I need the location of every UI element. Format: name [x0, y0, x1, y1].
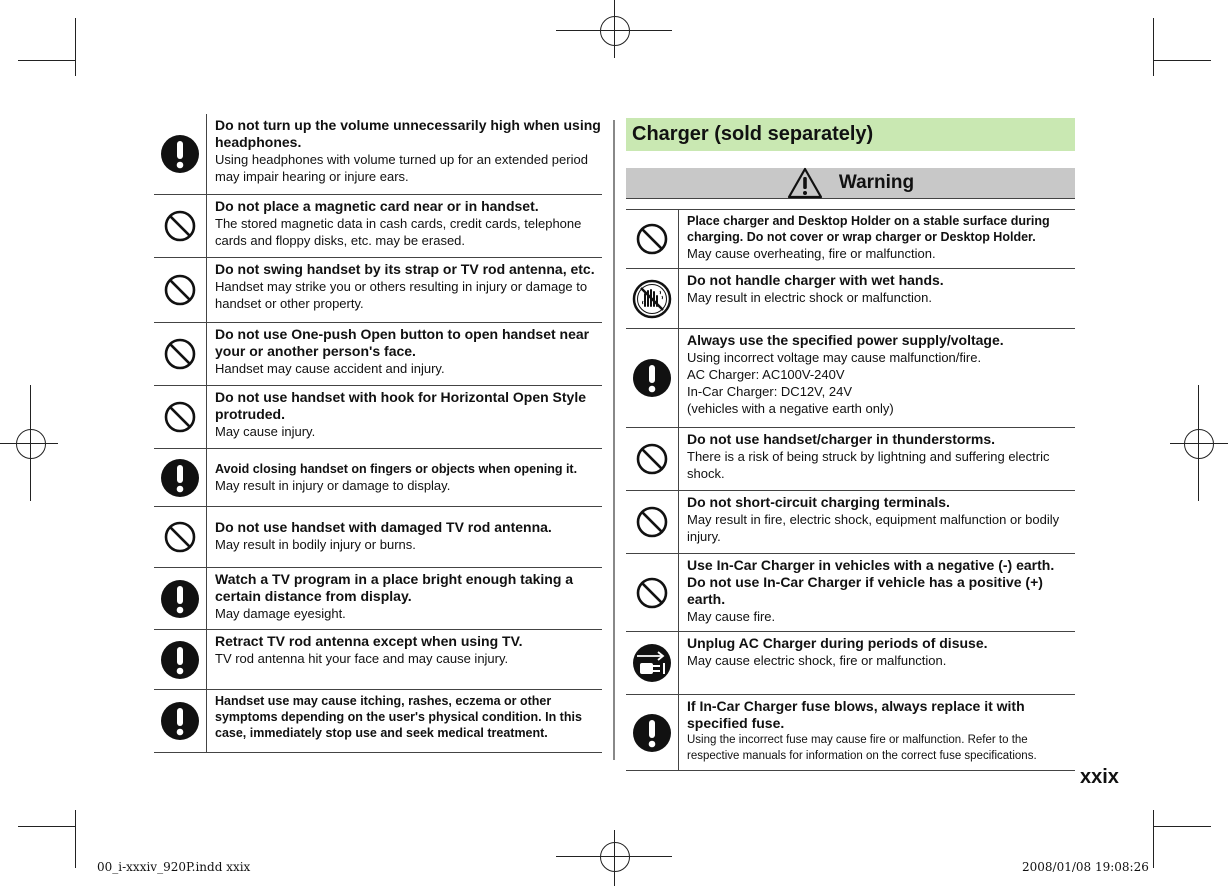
crop-mark	[1153, 60, 1211, 61]
precaution-title: Do not use handset with damaged TV rod antenna.	[215, 519, 552, 535]
precaution-detail: The stored magnetic data in cash cards, credit cards, telephone cards and floppy disks, etc. may be erased.	[215, 216, 582, 248]
precaution-title: Watch a TV program in a place bright enough taking a certain distance from display.	[215, 571, 574, 604]
precaution-detail-line: In-Car Charger: DC12V, 24V	[687, 384, 852, 399]
no-wet-hands-icon	[632, 279, 672, 319]
icon-cell	[154, 568, 207, 629]
precaution-detail: TV rod antenna hit your face and may cause injury.	[215, 651, 509, 666]
precaution-row	[626, 329, 1075, 428]
icon-cell	[154, 195, 207, 257]
icon-cell	[626, 329, 679, 427]
precaution-detail: May result in injury or damage to display.	[215, 478, 451, 493]
icon-cell	[626, 632, 679, 694]
precautions-left-column	[154, 114, 602, 753]
precaution-detail: Using headphones with volume turned up for an extended period may impair hearing or injure ears.	[215, 152, 588, 184]
icon-cell	[154, 449, 207, 506]
text-cell	[207, 690, 602, 752]
crop-mark	[1153, 18, 1154, 76]
precaution-row	[626, 428, 1075, 491]
precaution-title: Do not short-circuit charging terminals.	[687, 494, 950, 510]
icon-cell	[626, 210, 679, 268]
text-cell	[207, 195, 602, 257]
precaution-row	[626, 632, 1075, 695]
precaution-row	[154, 690, 602, 753]
precaution-title: Do not use handset/charger in thunderstorms.	[687, 431, 996, 447]
icon-cell	[626, 695, 679, 770]
prohibition-icon	[164, 210, 196, 242]
mandatory-action-icon	[160, 134, 200, 174]
precaution-detail: May damage eyesight.	[215, 606, 346, 621]
precaution-detail: Handset may cause accident and injury.	[215, 361, 445, 376]
warning-bar	[626, 168, 1075, 199]
precaution-row	[154, 386, 602, 449]
text-cell	[679, 491, 1075, 553]
precaution-row	[626, 554, 1075, 632]
precaution-detail: May cause fire.	[687, 609, 776, 624]
text-cell	[207, 386, 602, 448]
text-cell	[207, 630, 602, 689]
text-cell	[207, 323, 602, 385]
text-cell	[679, 269, 1075, 328]
precaution-title: Do not use handset with hook for Horizontal Open Style protruded.	[215, 389, 587, 422]
precaution-row	[154, 449, 602, 507]
precaution-row	[626, 210, 1075, 269]
precaution-row	[154, 630, 602, 690]
mandatory-action-icon	[632, 713, 672, 753]
icon-cell	[626, 491, 679, 553]
precaution-detail-line: AC Charger: AC100V-240V	[687, 367, 845, 382]
crop-mark	[1153, 826, 1211, 827]
precaution-detail-line: (vehicles with a negative earth only)	[687, 401, 894, 416]
mandatory-action-icon	[160, 701, 200, 741]
precaution-title: Always use the specified power supply/voltage.	[687, 332, 1004, 348]
precaution-detail: May result in fire, electric shock, equipment malfunction or bodily injury.	[687, 512, 1060, 544]
precaution-title: Place charger and Desktop Holder on a stable surface during charging. Do not cover or wrap charger or Desktop Holder.	[687, 214, 1050, 244]
icon-cell	[626, 269, 679, 328]
text-cell	[679, 632, 1075, 694]
text-cell	[207, 114, 602, 194]
icon-cell	[154, 386, 207, 448]
crop-mark	[18, 60, 76, 61]
text-cell	[207, 507, 602, 567]
precaution-title: If In-Car Charger fuse blows, always replace it with specified fuse.	[687, 698, 1025, 731]
text-cell	[207, 449, 602, 506]
precaution-row	[626, 695, 1075, 771]
precaution-title: Unplug AC Charger during periods of disuse.	[687, 635, 988, 651]
prohibition-icon	[636, 223, 668, 255]
crop-mark	[1153, 810, 1154, 868]
prohibition-icon	[164, 274, 196, 306]
prohibition-icon	[636, 577, 668, 609]
precaution-title: Retract TV rod antenna except when using TV.	[215, 633, 523, 649]
registration-mark	[600, 842, 630, 872]
file-slug: 00_i-xxxiv_920P.indd xxix	[97, 860, 251, 874]
text-cell	[679, 329, 1075, 427]
crop-mark	[75, 810, 76, 868]
date-slug: 2008/01/08 19:08:26	[1022, 860, 1149, 874]
mandatory-action-icon	[632, 358, 672, 398]
precaution-title: Do not handle charger with wet hands.	[687, 272, 944, 288]
icon-cell	[154, 323, 207, 385]
icon-cell	[626, 428, 679, 490]
text-cell	[207, 258, 602, 322]
precaution-detail: May cause overheating, fire or malfunction.	[687, 246, 936, 261]
text-cell	[679, 554, 1075, 631]
crop-mark	[18, 826, 76, 827]
precaution-title: Do not turn up the volume unnecessarily high when using headphones.	[215, 117, 601, 150]
warning-triangle-icon	[787, 167, 823, 199]
precaution-row	[154, 258, 602, 323]
precaution-row	[154, 195, 602, 258]
icon-cell	[154, 690, 207, 752]
unplug-icon	[632, 643, 672, 683]
page-number: xxix	[1080, 766, 1119, 788]
mandatory-action-icon	[160, 579, 200, 619]
icon-cell	[154, 630, 207, 689]
text-cell	[207, 568, 602, 629]
prohibition-icon	[164, 338, 196, 370]
warning-label: Warning	[838, 172, 915, 193]
precaution-detail-line: Using incorrect voltage may cause malfunction/fire.	[687, 350, 982, 365]
column-divider	[613, 120, 615, 760]
registration-mark	[1184, 429, 1214, 459]
prohibition-icon	[164, 401, 196, 433]
registration-mark	[600, 16, 630, 46]
precaution-row	[154, 507, 602, 568]
mandatory-action-icon	[160, 640, 200, 680]
icon-cell	[154, 507, 207, 567]
precaution-detail: May result in electric shock or malfunction.	[687, 290, 932, 305]
precaution-detail: There is a risk of being struck by lightning and suffering electric shock.	[687, 449, 1050, 481]
precaution-title: Do not swing handset by its strap or TV rod antenna, etc.	[215, 261, 595, 277]
precaution-title: Avoid closing handset on fingers or objects when opening it.	[215, 462, 578, 476]
mandatory-action-icon	[160, 458, 200, 498]
precaution-title: Do not place a magnetic card near or in handset.	[215, 198, 539, 214]
precaution-row	[154, 568, 602, 630]
precaution-title: Use In-Car Charger in vehicles with a negative (-) earth. Do not use In-Car Charger if vehicle has a positive (+) earth.	[687, 557, 1055, 607]
section-heading: Charger (sold separately)	[626, 118, 1075, 151]
precaution-detail: May result in bodily injury or burns.	[215, 537, 416, 552]
precaution-row	[154, 114, 602, 195]
icon-cell	[626, 554, 679, 631]
text-cell	[679, 695, 1075, 770]
prohibition-icon	[164, 521, 196, 553]
text-cell	[679, 210, 1075, 268]
registration-mark	[16, 429, 46, 459]
icon-cell	[154, 114, 207, 194]
prohibition-icon	[636, 506, 668, 538]
precaution-row	[626, 269, 1075, 329]
precaution-row	[154, 323, 602, 386]
precaution-row	[626, 491, 1075, 554]
text-cell	[679, 428, 1075, 490]
charger-list	[626, 209, 1075, 771]
prohibition-icon	[636, 443, 668, 475]
precaution-detail: Using the incorrect fuse may cause fire or malfunction. Refer to the respective manuals for information on the correct fuse specifications.	[687, 734, 1037, 762]
precaution-title: Handset use may cause itching, rashes, eczema or other symptoms depending on the user's physical condition. In this case, immediately stop use and seek medical treatment.	[215, 694, 582, 740]
precaution-title: Do not use One-push Open button to open handset near your or another person's face.	[215, 326, 590, 359]
precaution-detail: May cause injury.	[215, 424, 316, 439]
icon-cell	[154, 258, 207, 322]
precautions-right-column	[626, 118, 1075, 771]
precaution-detail: Handset may strike you or others resulting in injury or damage to handset or other property.	[215, 279, 588, 311]
precaution-detail: May cause electric shock, fire or malfunction.	[687, 653, 947, 668]
crop-mark	[75, 18, 76, 76]
